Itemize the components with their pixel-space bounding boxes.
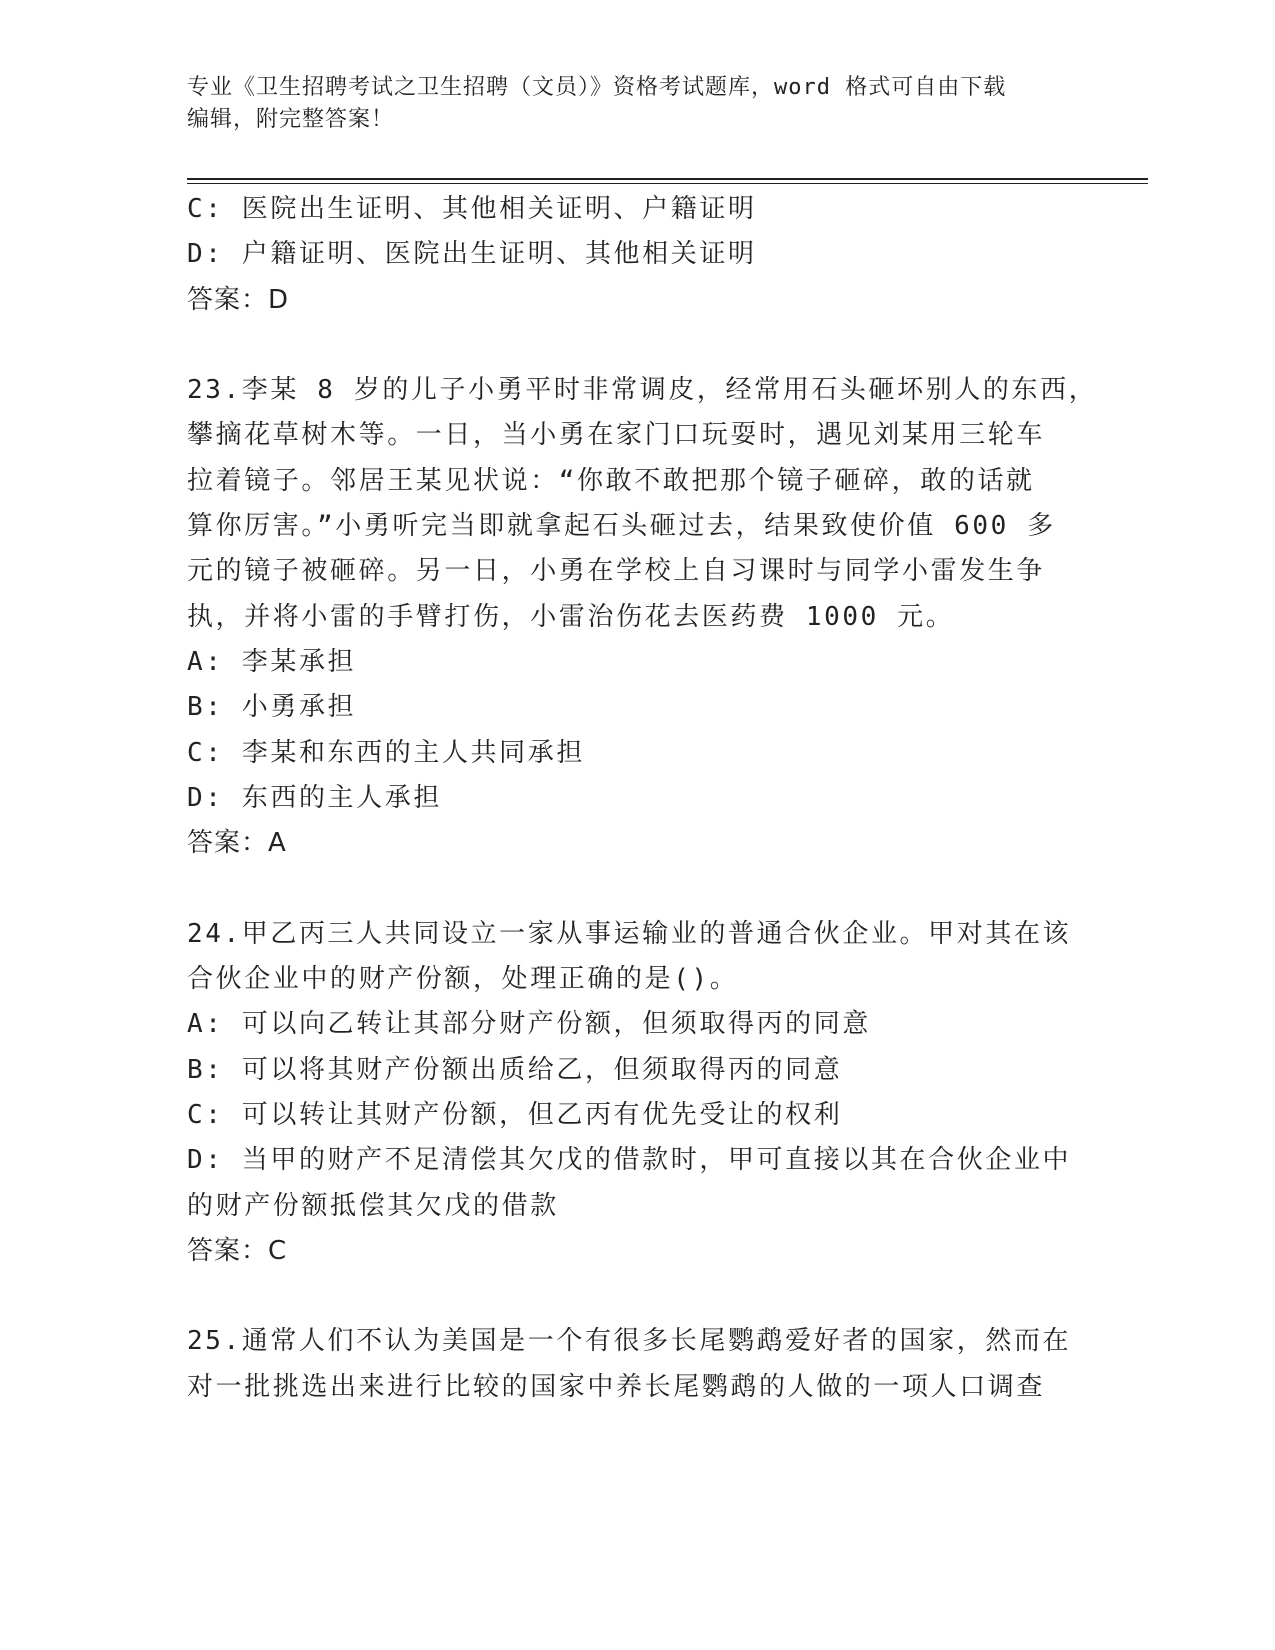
question-25 bbox=[187, 1319, 1072, 1410]
option-d: D: 东西的主人承担 bbox=[187, 782, 442, 813]
answer-line: 答案：A bbox=[187, 828, 287, 859]
document-body bbox=[187, 187, 1098, 1410]
question-text-line: 对一批挑选出来进行比较的国家中养长尾鹦鹉的人做的一项人口调查 bbox=[187, 1371, 1046, 1402]
question-text-line: 拉着镜子。邻居王某见状说：“你敢不敢把那个镜子砸碎，敢的话就 bbox=[187, 465, 1035, 496]
question-text-line: 合伙企业中的财产份额，处理正确的是()。 bbox=[187, 964, 739, 995]
option-d-continued: 的财产份额抵偿其欠戊的借款 bbox=[187, 1190, 559, 1221]
header-divider bbox=[187, 178, 1148, 180]
question-text-line: 算你厉害。”小勇听完当即就拿起石头砸过去，结果致使价值 600 多 bbox=[187, 511, 1056, 542]
spacer bbox=[187, 866, 1067, 911]
option-a: A: 李某承担 bbox=[187, 646, 357, 677]
option-b: B: 小勇承担 bbox=[187, 692, 357, 723]
option-b: B: 可以将其财产份额出质给乙，但须取得丙的同意 bbox=[187, 1054, 843, 1085]
question-text-line: 25.通常人们不认为美国是一个有很多长尾鹦鹉爱好者的国家，然而在 bbox=[187, 1326, 1072, 1357]
question-text-line: 24.甲乙丙三人共同设立一家从事运输业的普通合伙企业。甲对其在该 bbox=[187, 918, 1072, 949]
option-c: C: 可以转让其财产份额，但乙丙有优先受让的权利 bbox=[187, 1099, 843, 1130]
question-text-line: 元的镜子被砸碎。另一日，小勇在学校上自习课时与同学小雷发生争 bbox=[187, 556, 1046, 587]
question-text-line: 23.李某 8 岁的儿子小勇平时非常调皮，经常用石头砸坏别人的东西， bbox=[187, 375, 1098, 406]
header-line-1: 专业《卫生招聘考试之卫生招聘（文员）》资格考试题库，word 格式可自由下载 bbox=[187, 75, 1007, 100]
question-24 bbox=[187, 912, 1072, 1274]
option-d: D: 户籍证明、医院出生证明、其他相关证明 bbox=[187, 239, 757, 270]
question-22-tail bbox=[187, 187, 1067, 323]
question-23 bbox=[187, 368, 1098, 866]
spacer bbox=[187, 1274, 1067, 1319]
answer-line: 答案：C bbox=[187, 1235, 288, 1266]
spacer bbox=[187, 323, 1067, 368]
option-a: A: 可以向乙转让其部分财产份额，但须取得丙的同意 bbox=[187, 1009, 871, 1040]
option-c: C: 李某和东西的主人共同承担 bbox=[187, 737, 585, 768]
option-c: C: 医院出生证明、其他相关证明、户籍证明 bbox=[187, 194, 757, 224]
header-divider-thin bbox=[187, 183, 1148, 184]
answer-line: 答案：D bbox=[187, 284, 290, 315]
header-line-2: 编辑，附完整答案！ bbox=[187, 107, 395, 132]
question-text-line: 攀摘花草树木等。一日，当小勇在家门口玩耍时，遇见刘某用三轮车 bbox=[187, 420, 1046, 451]
question-text-line: 执，并将小雷的手臂打伤，小雷治伤花去医药费 1000 元。 bbox=[187, 601, 955, 632]
option-d: D: 当甲的财产不足清偿其欠戊的借款时，甲可直接以其在合伙企业中 bbox=[187, 1145, 1072, 1176]
page-header bbox=[187, 72, 1067, 136]
